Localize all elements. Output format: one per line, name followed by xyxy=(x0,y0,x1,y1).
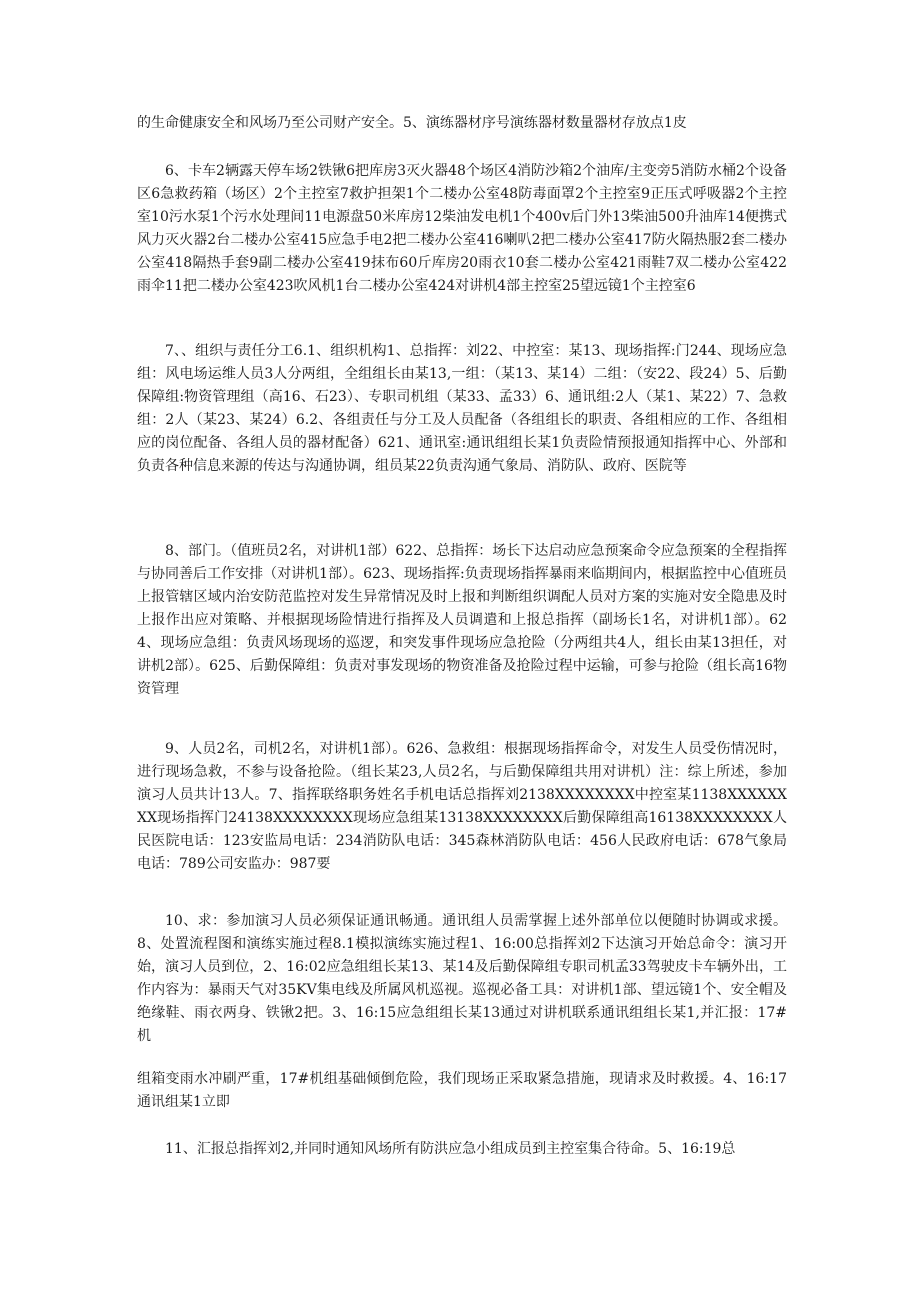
paragraph-4: 8、部门。（值班员2名，对讲机1部）622、总指挥：场长下达启动应急预案命令应急预案的全程指挥与协同善后工作安排（对讲机1部）。623、现场指挥:负责现场指挥暴雨来临期间内，根据监控中心值班员上报管辖区域内治安防范监控对发生异常情况及时上报和判断组织调配人员对方案的实施对安全隐患及时上报作出应对策略、并根据现场险情进行指挥及人员调遣和上报总指挥（副场长1名，对讲机1部）。624、现场应急组：负责风场现场的巡逻，和突发事件现场应急抢险（分两组共4人，组长由某13担任，对讲机2部）。625、后勤保障组：负责对事发现场的物资准备及抢险过程中运输，可参与抢险（组长高16物资管理 xyxy=(137,543,787,697)
paragraph-2: 6、卡车2辆露天停车场2铁锹6把库房3灭火器48个场区4消防沙箱2个油库/主变旁5消防水桶2个设备区6急救药箱（场区）2个主控室7救护担架1个二楼办公室48防毒面罩2个主控室9正压式呼吸器2个主控室10污水泵1个污水处理间11电源盘50米库房12柴油发电机1个400v后门外13柴油500升油库14便携式风力灭火器2台二楼办公室415应急手电2把二楼办公室416喇叭2把二楼办公室417防火隔热服2套二楼办公室418隔热手套9副二楼办公室419抹布60斤库房20雨衣10套二楼办公室421雨鞋7双二楼办公室422雨伞11把二楼办公室423吹风机1台二楼办公室424对讲机4部主控室25望远镜1个主控室6 xyxy=(137,163,787,294)
paragraph-7: 组箱变雨水冲刷严重，17#机组基础倾倒危险，我们现场正采取紧急措施，现请求及时救援。4、16:17通讯组某1立即 xyxy=(137,1071,787,1110)
paragraph-3: 7、、组织与责任分工6.1、组织机构1、总指挥：刘22、中控室：某13、现场指挥:门244、现场应急组：风电场运维人员3人分两组，全组组长由某13,一组：（某13、某14）二组：（安22、段24）5、后勤保障组:物资管理组（高16、石23）、专职司机组（某33、孟33）6、通讯组:2人（某1、某22）7、急救组：2人（某23、某24）6.2、各组责任与分工及人员配备（各组组长的职责、各组相应的工作、各组相应的岗位配备、各组人员的器材配备）621、通讯室:通讯组组长某1负责险情预报通知指挥中心、外部和负责各种信息来源的传达与沟通协调，组员某22负责沟通气象局、消防队、政府、医院等 xyxy=(137,343,787,474)
paragraph-5: 9、人员2名，司机2名，对讲机1部）。626、急救组：根据现场指挥命令，对发生人员受伤情况时，进行现场急救，不参与设备抢险。（组长某23,人员2名，与后勤保障组共用对讲机）注：综上所述，参加演习人员共计13人。7、指挥联络职务姓名手机电话总指挥刘2138XXXXXXXX中控室某1138XXXXXXXX现场指挥门24138XXXXXXXX现场应急组某13138XXXXXXXX后勤保障组高16138XXXXXXXX人民医院电话：123安监局电话：234消防队电话：345森林消防队电话：456人民政府电话：678气象局电话：789公司安监办：987要 xyxy=(137,741,787,872)
paragraph-1: 的生命健康安全和风场乃至公司财产安全。5、演练器材序号演练器材数量器材存放点1皮 xyxy=(137,115,687,131)
paragraph-8: 11、汇报总指挥刘2,并同时通知风场所有防洪应急小组成员到主控室集合待命。5、16:19总 xyxy=(165,1141,736,1157)
paragraph-6: 10、求：参加演习人员必须保证通讯畅通。通讯组人员需掌握上述外部单位以便随时协调或求援。8、处置流程图和演练实施过程8.1模拟演练实施过程1、16:00总指挥刘2下达演习开始总命令：演习开始，演习人员到位，2、16:02应急组组长某13、某14及后勤保障组专职司机孟33驾驶皮卡车辆外出，工作内容为：暴雨天气对35KV集电线及所属风机巡视。巡视必备工具：对讲机1部、望远镜1个、安全帽及绝缘鞋、雨衣两身、铁锹2把。3、16:15应急组组长某13通过对讲机联系通讯组组长某1,并汇报：17#机 xyxy=(137,913,787,1044)
